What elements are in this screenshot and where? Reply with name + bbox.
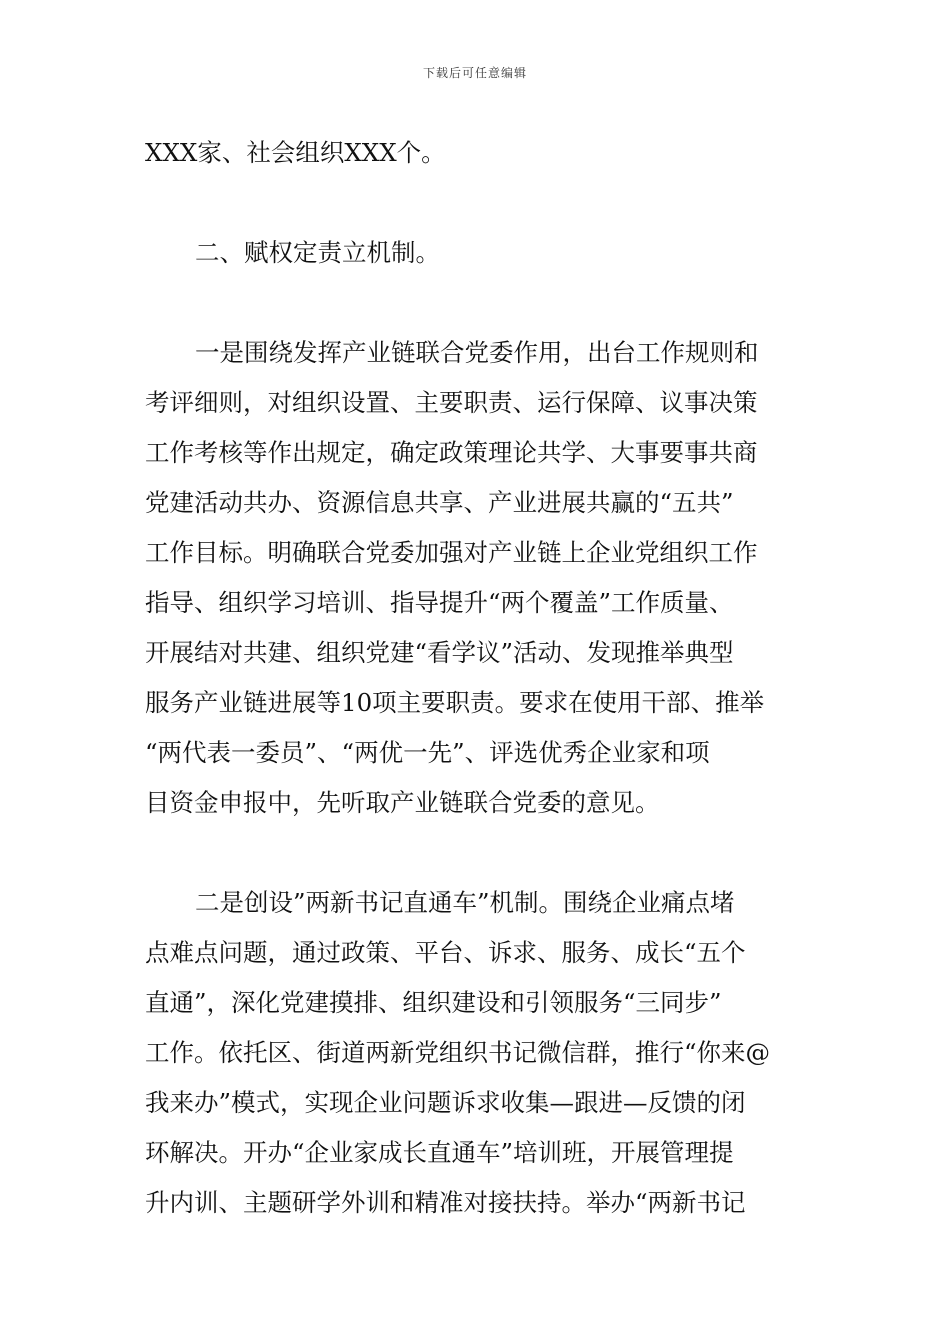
paragraph-1 [145,328,810,828]
paragraph-line: 升内训、主题研学外训和精准对接扶持。举办“两新书记 [145,1188,746,1217]
paragraph-line: 党建活动共办、资源信息共享、产业进展共赢的“五共” [145,488,734,517]
paragraph-2 [145,878,810,1228]
paragraph-line: 目资金申报中，先听取产业链联合党委的意见。 [145,788,660,817]
paragraph-gap [145,828,810,878]
paragraph-line: XXX家、社会组织XXX个。 [145,138,446,167]
paragraph-line: 服务产业链进展等10项主要职责。要求在使用干部、推举 [145,688,765,717]
section-heading: 二、赋权定责立机制。 [195,238,440,267]
paragraph-line: 直通”，深化党建摸排、组织建设和引领服务“三同步” [145,988,722,1017]
paragraph-line: 点难点问题，通过政策、平台、诉求、服务、成长“五个 [145,938,746,967]
paragraph-line: 工作目标。明确联合党委加强对产业链上企业党组织工作 [145,538,758,567]
header-note: 下载后可任意编辑 [422,66,527,80]
paragraph-line: 工作考核等作出规定，确定政策理论共学、大事要事共商 [145,438,758,467]
document-body [145,128,810,1228]
paragraph-line: “两代表一委员”、“两优一先”、评选优秀企业家和项 [145,738,710,767]
paragraph-line: 一是围绕发挥产业链联合党委作用，出台工作规则和 [195,338,759,367]
paragraph-line: 考评细则，对组织设置、主要职责、运行保障、议事决策 [145,388,758,417]
paragraph-gap [145,178,810,228]
paragraph-gap [145,278,810,328]
paragraph-line: 二是创设”两新书记直通车”机制。围绕企业痛点堵 [195,888,735,917]
paragraph-line: 工作。依托区、街道两新党组织书记微信群，推行“你来@ [145,1038,771,1067]
paragraph-line: 环解决。开办“企业家成长直通车”培训班，开展管理提 [145,1138,734,1167]
paragraph-line: 我来办”模式，实现企业问题诉求收集—跟进—反馈的闭 [145,1088,746,1117]
paragraph-line: 指导、组织学习培训、指导提升“两个覆盖”工作质量、 [145,588,734,617]
paragraph-line: 开展结对共建、组织党建“看学议”活动、发现推举典型 [145,638,734,667]
